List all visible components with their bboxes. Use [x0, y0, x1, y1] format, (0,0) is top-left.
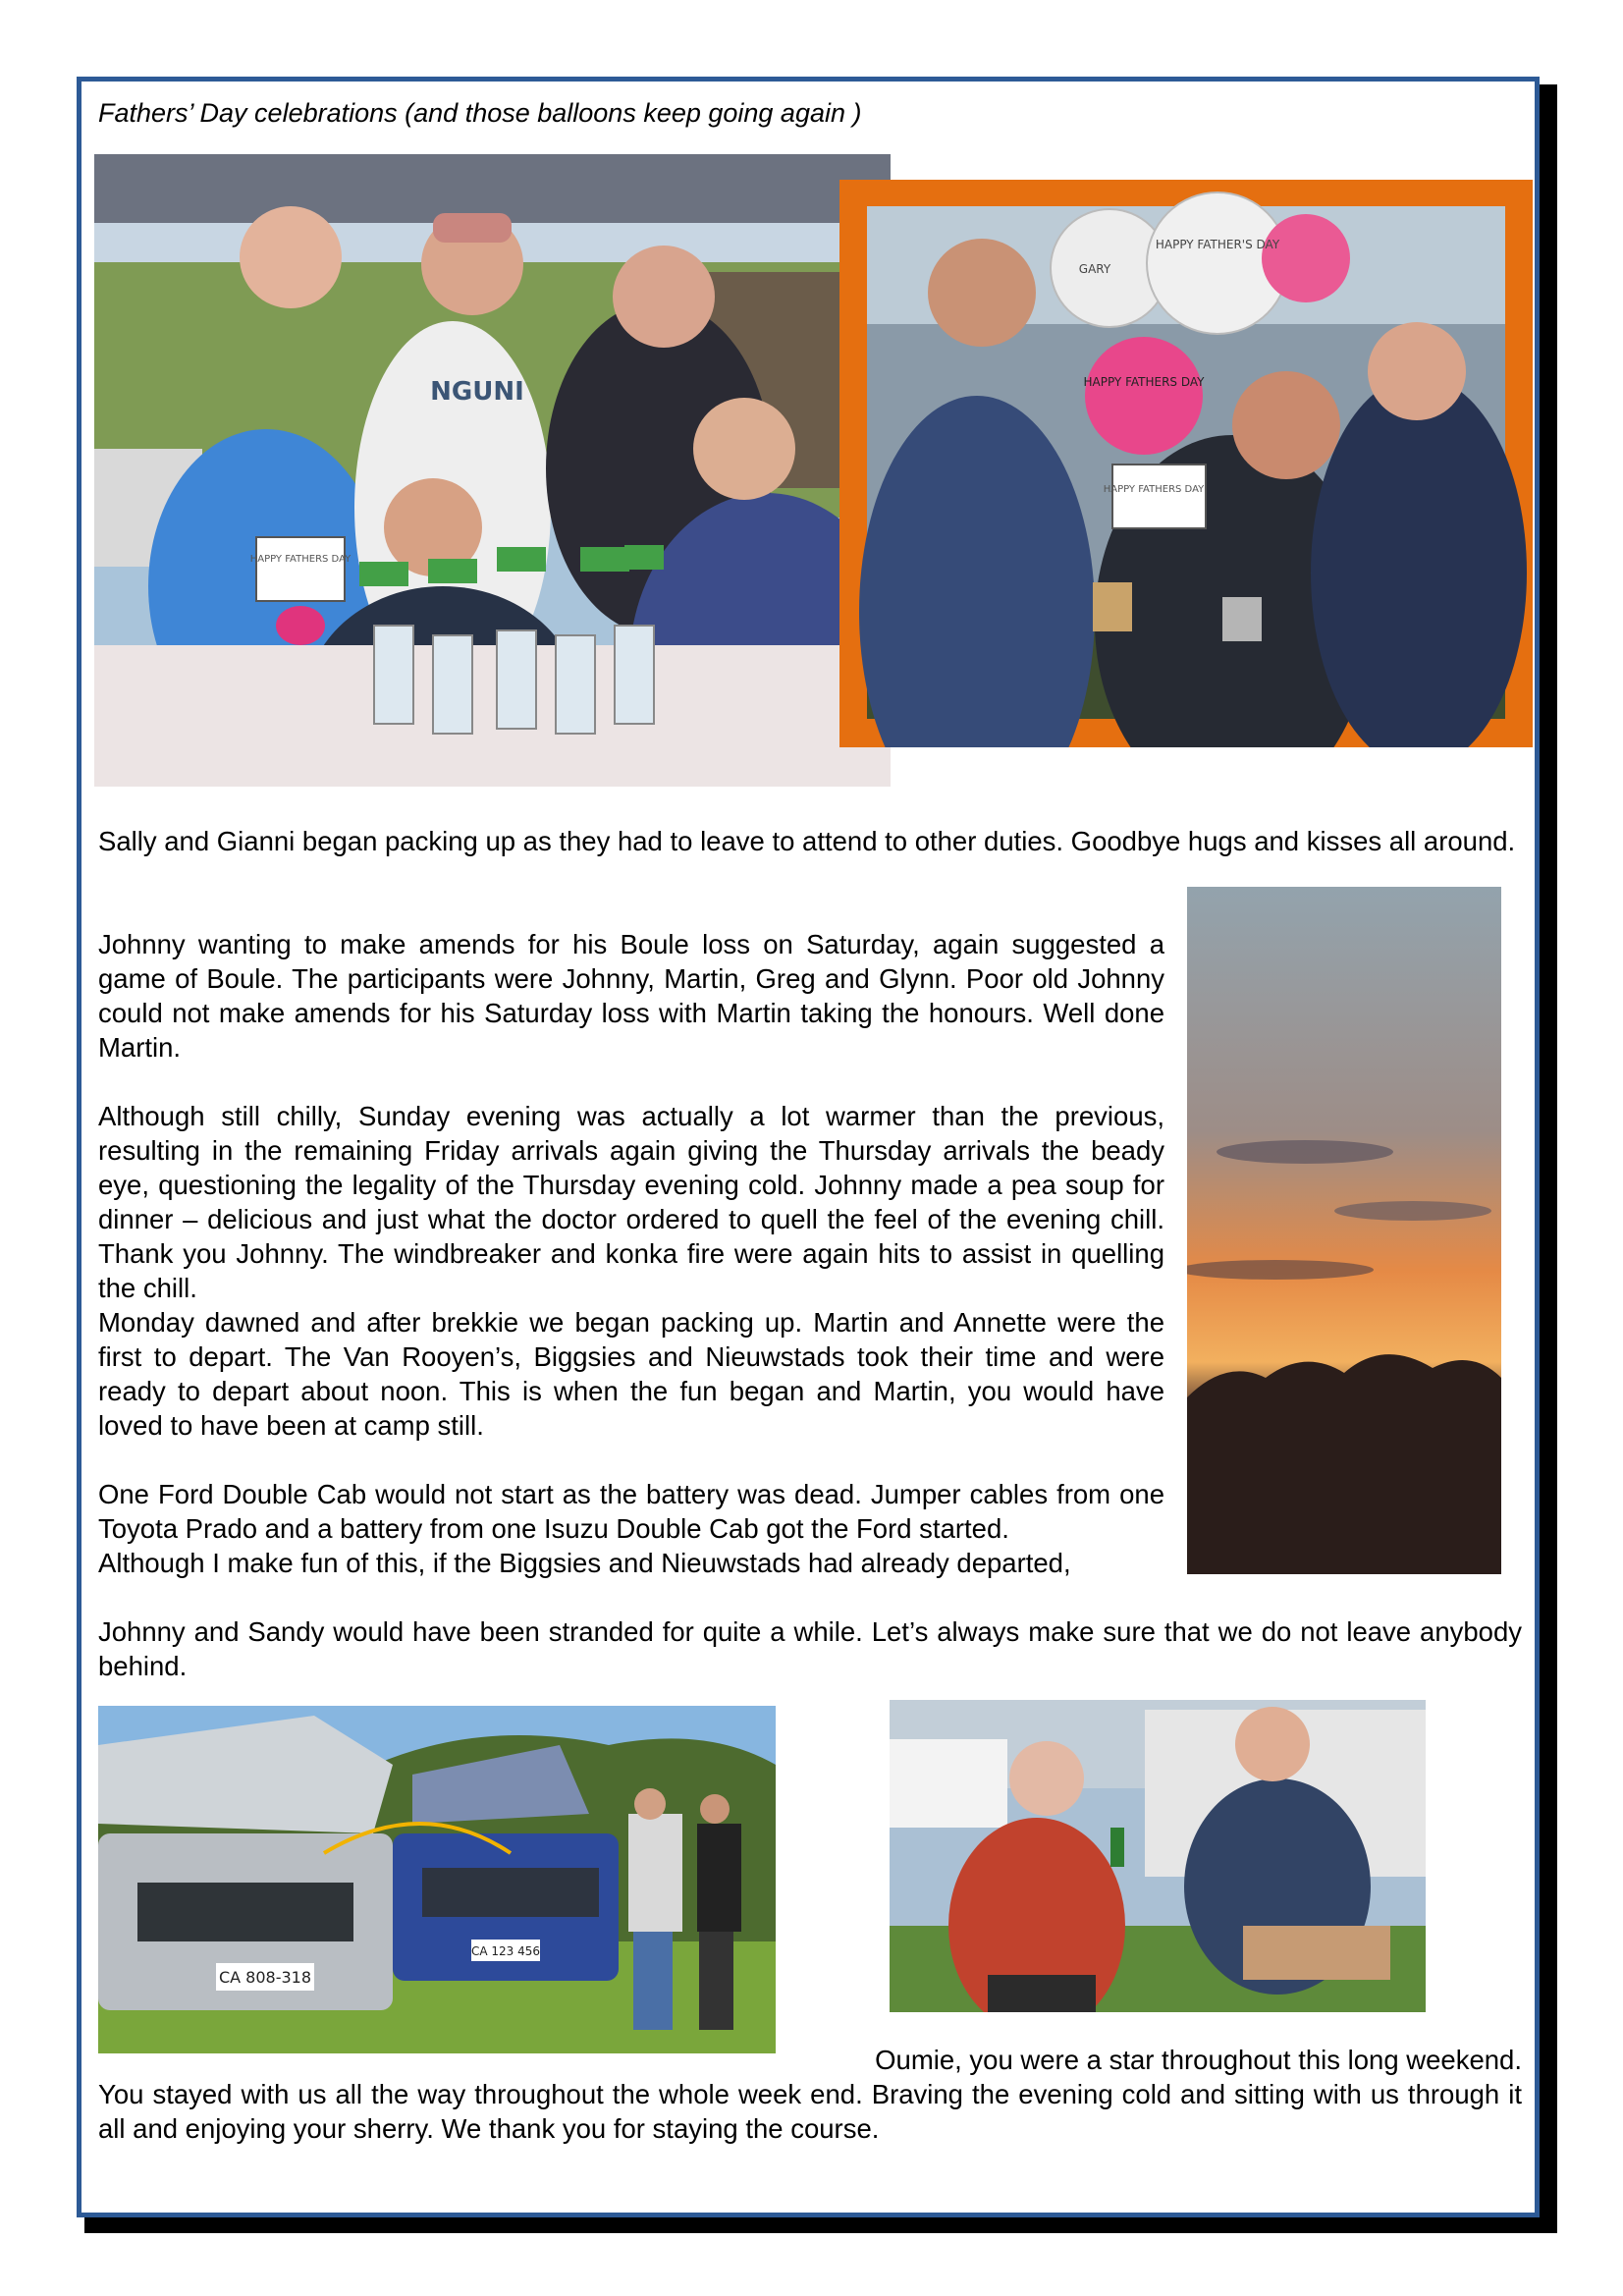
paragraph-text: Sally and Gianni began packing up as they had to leave to attend to other duties. Goodbye hugs and kisses all around.	[98, 826, 1516, 856]
paragraph-text: Johnny and Sandy would have been stranded for quite a while. Let’s always make sure that we do not leave anybody behind.	[98, 1616, 1522, 1681]
photo-jump-start-cars	[98, 1706, 776, 2053]
plate-ford: CA 808-318	[218, 1968, 312, 1987]
paragraph-sunday-evening: Although still chilly, Sunday evening was actually a lot warmer than the previous, resulting in the remaining Friday arrivals again giving the Thursday arrivals the beady eye, questioning the legality of the Thursday evening cold. Johnny made a pea soup for dinner – delicious and just what the doctor ordered to quell the feel of the evening chill. Thank you Johnny. The windbreaker and konka fire were again hits to assist in quelling the chill.	[98, 1101, 1164, 1303]
paragraph-oumie-rest	[98, 2077, 1522, 2146]
photo-fathers-day-table	[94, 154, 891, 787]
paragraph-packing-up	[98, 824, 1522, 858]
plate-isuzu: CA 123 456	[470, 1944, 541, 1958]
photo-sunset	[1187, 887, 1501, 1586]
photo-caption: Fathers’ Day celebrations (and those balloons keep going again )	[98, 98, 862, 128]
photo-oumie-sherry	[890, 1700, 1426, 2012]
paragraph-boule: Johnny wanting to make amends for his Boule loss on Saturday, again suggested a game of Boule. The participants were Johnny, Martin, Greg and Glynn. Poor old Johnny could not make amends for his Saturday loss with Martin taking the honours. Well done Martin.	[98, 929, 1164, 1063]
paragraph-monday: Monday dawned and after brekkie we began packing up. Martin and Annette were the first to depart. The Van Rooyen’s, Biggsies and Nieuwstads took their time and were ready to depart about noon. This is when the fun began and Martin, you would have loved to have been at camp still.	[98, 1307, 1164, 1441]
card-text: HAPPY FATHERS DAY	[249, 554, 352, 565]
paragraph-text: Oumie, you were a star throughout this long weekend.	[875, 2045, 1522, 2075]
balloon-text-1: HAPPY FATHER'S DAY	[1155, 238, 1280, 251]
balloon-text-3: GARY	[1078, 262, 1111, 276]
paragraph-text: You stayed with us all the way throughout the whole week end. Braving the evening cold and sitting with us through it all and enjoying your sherry. We thank you for staying the course.	[98, 2079, 1522, 2144]
paragraph-oumie-line1	[793, 2043, 1522, 2077]
paragraph-group-beside-photo	[98, 927, 1164, 1580]
photo-balloons-framed	[839, 180, 1533, 747]
paragraph-ford: One Ford Double Cab would not start as the battery was dead. Jumper cables from one Toyota Prado and a battery from one Isuzu Double Cab got the Ford started.	[98, 1479, 1164, 1544]
balloon-card-text: HAPPY FATHERS DAY	[1103, 484, 1205, 495]
paragraph-stranded	[98, 1614, 1522, 1683]
balloon-text-2: HAPPY FATHERS DAY	[1083, 375, 1205, 389]
paragraph-although: Although I make fun of this, if the Biggsies and Nieuwstads had already departed,	[98, 1548, 1071, 1578]
shirt-label: NGUNI	[430, 377, 524, 407]
